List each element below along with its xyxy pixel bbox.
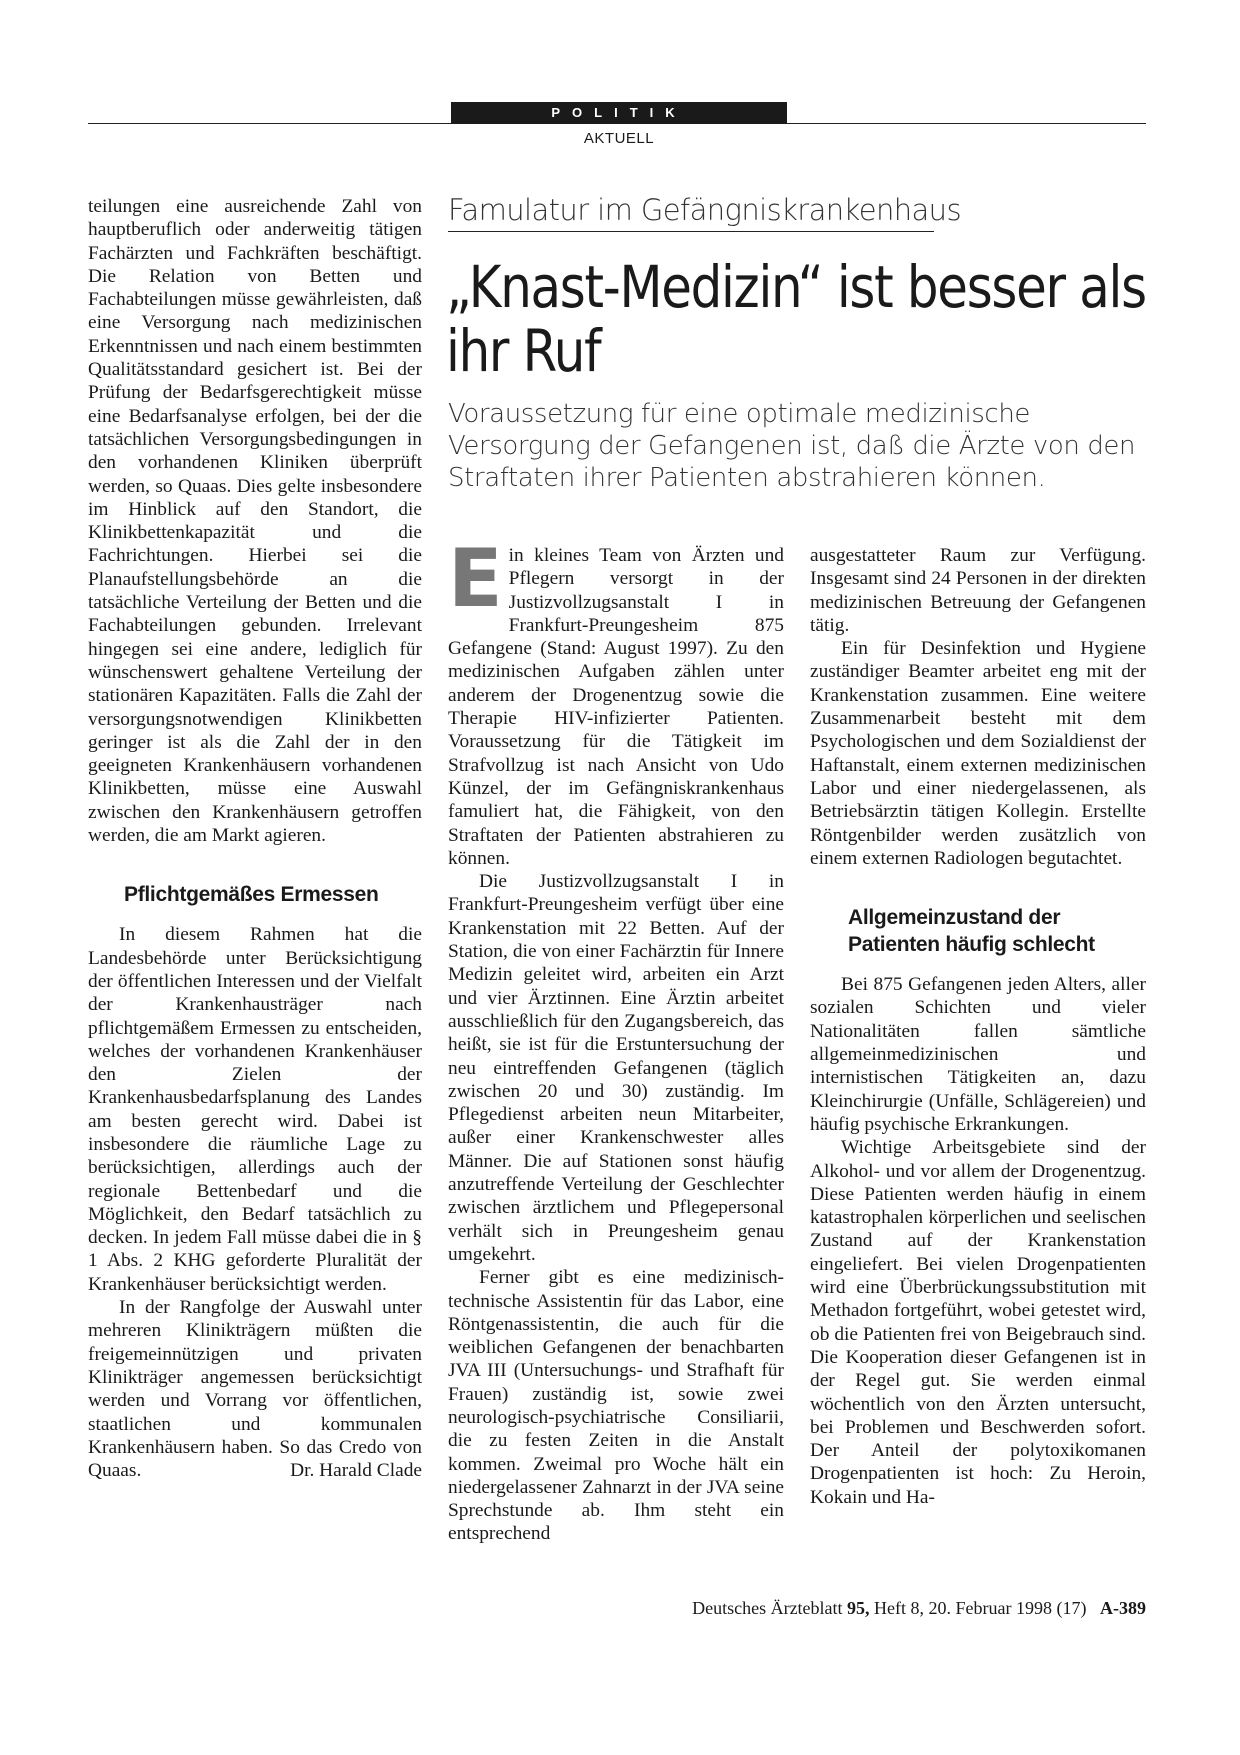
subsection-label: AKTUELL xyxy=(583,130,655,147)
subheading: Pflichtgemäßes Ermessen xyxy=(124,883,379,907)
paragraph xyxy=(448,532,784,870)
journal-name: Deutsches Ärzteblatt xyxy=(692,1598,843,1618)
paragraph: Bei 875 Gefangenen jeden Alters, aller sozialen Schichten und vieler Nationalitäten fallen sämtliche allgemeinmedizinischen und internistischen Tätigkeiten an, dazu Kleinchirurgie (Unfälle, Schlägereien) und häufig psychische Erkrankungen. xyxy=(810,974,1146,1135)
issue-info: Heft 8, 20. Februar 1998 (17) xyxy=(874,1598,1087,1618)
paragraph: teilungen eine ausreichende Zahl von hauptberuflich oder anderweitig tätigen Fachärzten und Fachkräften beschäftigt. Die Relation von Betten und Fachabteilungen müsse gewährleisten, daß eine Versorgung nach medizinischen Erkenntnissen und nach einem bestimmten Qualitätsstandard gesichert ist. Bei der Prüfung der Bedarfsgerechtigkeit müsse eine Bedarfsanalyse erfolgen, bei der die tatsächlichen Versorgungsbedingungen in den vorhandenen Kliniken überprüft werden, so Quaas. Dies gelte insbesondere im Hinblick auf den Standort, die Klinikbettenkapazität und die Fachrichtungen. Hierbei sei die Planaufstellungsbehörde an die tatsächliche Verteilung der Betten und die Fachabteilungen gebunden. Irrelevant hingegen sei eine andere, lediglich für wünschenswert gehaltene Verteilung der stationären Kapazitäten. Falls die Zahl der versorgungsnotwendigen Klinikbetten geringer ist als die Zahl der in den geeigneten Krankenhäusern vorhandenen Klinikbetten, müsse eine Auswahl zwischen den Krankenhäusern getroffen werden, die am Markt agieren. xyxy=(88,196,422,847)
paragraph-text: in kleines Team von Ärzten und Pflegern versorgt in der Justizvollzugsanstalt I in Frankfurt-Preungesheim 875 Gefangene (Stand: August 1997). Zu den medizinischen Aufgaben zählen unter anderem der Drogenentzug sowie die Therapie HIV-infizierter Patienten. Voraussetzung für die Tätigkeit im Strafvollzug ist nach Ansicht von Udo Künzel, der im Gefängniskrankenhaus famuliert hat, die Fähigkeit, von den Straftaten der Patienten abstrahieren zu können. xyxy=(448,545,784,869)
paragraph: Wichtige Arbeitsgebiete sind der Alkohol- und vor allem der Drogenentzug. Diese Patienten werden häufig in einem katastrophalen körperlichen und seelischen Zustand auf der Krankenstation eingeliefert. Bei vielen Drogenpatienten wird eine Überbrückungssubstitution mit Methadon fortgeführt, wobei getestet wird, ob die Patienten frei von Beigebrauch sind. Die Kooperation dieser Gefangenen ist in der Regel gut. Sie werden einmal wöchentlich von den Ärzten untersucht, bei Problemen und Beschwerden sofort. Der Anteil der polytoxikomanen Drogenpatienten ist hoch: Zu Heroin, Kokain und Ha- xyxy=(810,1137,1146,1508)
subheading: Allgemeinzustand der Patienten häufig schlecht xyxy=(848,906,1095,957)
paragraph: ausgestatteter Raum zur Verfügung. Insgesamt sind 24 Personen in der direkten medizinischen Betreuung der Gefangenen tätig. xyxy=(810,545,1146,636)
volume: 95, xyxy=(847,1598,870,1618)
footer xyxy=(88,1597,1146,1619)
column-right xyxy=(810,544,1146,1509)
column-left xyxy=(88,195,422,1482)
paragraph-last xyxy=(88,1296,422,1482)
author: Dr. Harald Clade xyxy=(290,1460,422,1482)
page-number: A-389 xyxy=(1100,1598,1146,1618)
paragraph-text: In der Rangfolge der Auswahl unter mehreren Klinikträgern müßten die freigemeinnützigen und privaten Klinikträger angemessen berücksichtigt werden und Vorrang vor öffentlichen, staatlichen und kommunalen Krankenhäusern haben. So das Credo von Quaas. xyxy=(88,1297,422,1482)
column-middle xyxy=(448,532,784,1546)
drop-cap: E xyxy=(448,532,503,625)
deck: Voraussetzung für eine optimale medizinische Versorgung der Gefangenen ist, daß die Ärzte von den Straftaten ihrer Patienten abstrahieren können. xyxy=(448,399,1136,493)
paragraph: In diesem Rahmen hat die Landesbehörde unter Berücksichtigung der öffentlichen Interessen und der Vielfalt der Krankenhausträger nach pflichtgemäßem Ermessen zu entscheiden, welches der vorhandenen Krankenhäuser den Zielen der Krankenhausbedarfsplanung des Landes am besten gerecht wird. Dabei ist insbesondere die räumliche Lage zu berücksichtigen, allerdings auch der regionale Bettenbedarf und die Möglichkeit, den Bedarf tatsächlich zu decken. In jedem Fall müsse dabei die in § 1 Abs. 2 KHG geforderte Pluralität der Krankenhäuser berücksichtigt werden. xyxy=(88,924,422,1295)
paragraph: Ferner gibt es eine medizinisch-technische Assistentin für das Labor, eine Röntgenassistentin, die auch für die weiblichen Gefangenen der benachbarten JVA III (Untersuchungs- und Strafhaft für Frauen) zuständig ist, sowie zwei neurologisch-psychiatrische Consiliarii, die zu festen Zeiten in die Anstalt kommen. Zweimal pro Woche hält ein niedergelassener Zahnarzt in der JVA seine Sprechstunde ab. Ihm steht ein entsprechend xyxy=(448,1267,784,1545)
kicker: Famulatur im Gefängniskrankenhaus xyxy=(448,192,934,232)
paragraph: Ein für Desinfektion und Hygiene zuständiger Beamter arbeitet eng mit der Krankenstation zusammen. Eine weitere Zusammenarbeit besteht mit dem Psychologischen und dem Sozialdienst der Haftanstalt, einem externen medizinischen Labor und einer niedergelassenen, als Betriebsärztin tätigen Kollegin. Erstellte Röntgenbilder werden zusätzlich von einem externen Radiologen begutachtet. xyxy=(810,638,1146,869)
section-label: POLITIK xyxy=(451,102,787,124)
headline: „Knast-Medizin“ ist besser als ihr Ruf xyxy=(446,253,1146,385)
paragraph: Die Justizvollzugsanstalt I in Frankfurt-Preungesheim verfügt über eine Krankenstation mit 22 Betten. Auf der Station, die von einer Fachärztin für Innere Medizin geleitet wird, arbeiten ein Arzt und vier Ärztinnen. Eine Ärztin arbeitet ausschließlich für den Zugangsbereich, das heißt, sie ist für die Erstuntersuchung der neu eintreffenden Gefangenen (täglich zwischen 20 und 30) zuständig. Im Pflegedienst arbeiten neun Mitarbeiter, außer einer Krankenschwester alles Männer. Die auf Stationen sonst häufig anzutreffende Verteilung der Geschlechter zwischen ärztlichem und Pflegepersonal verhält sich in Preungesheim genau umgekehrt. xyxy=(448,871,784,1265)
